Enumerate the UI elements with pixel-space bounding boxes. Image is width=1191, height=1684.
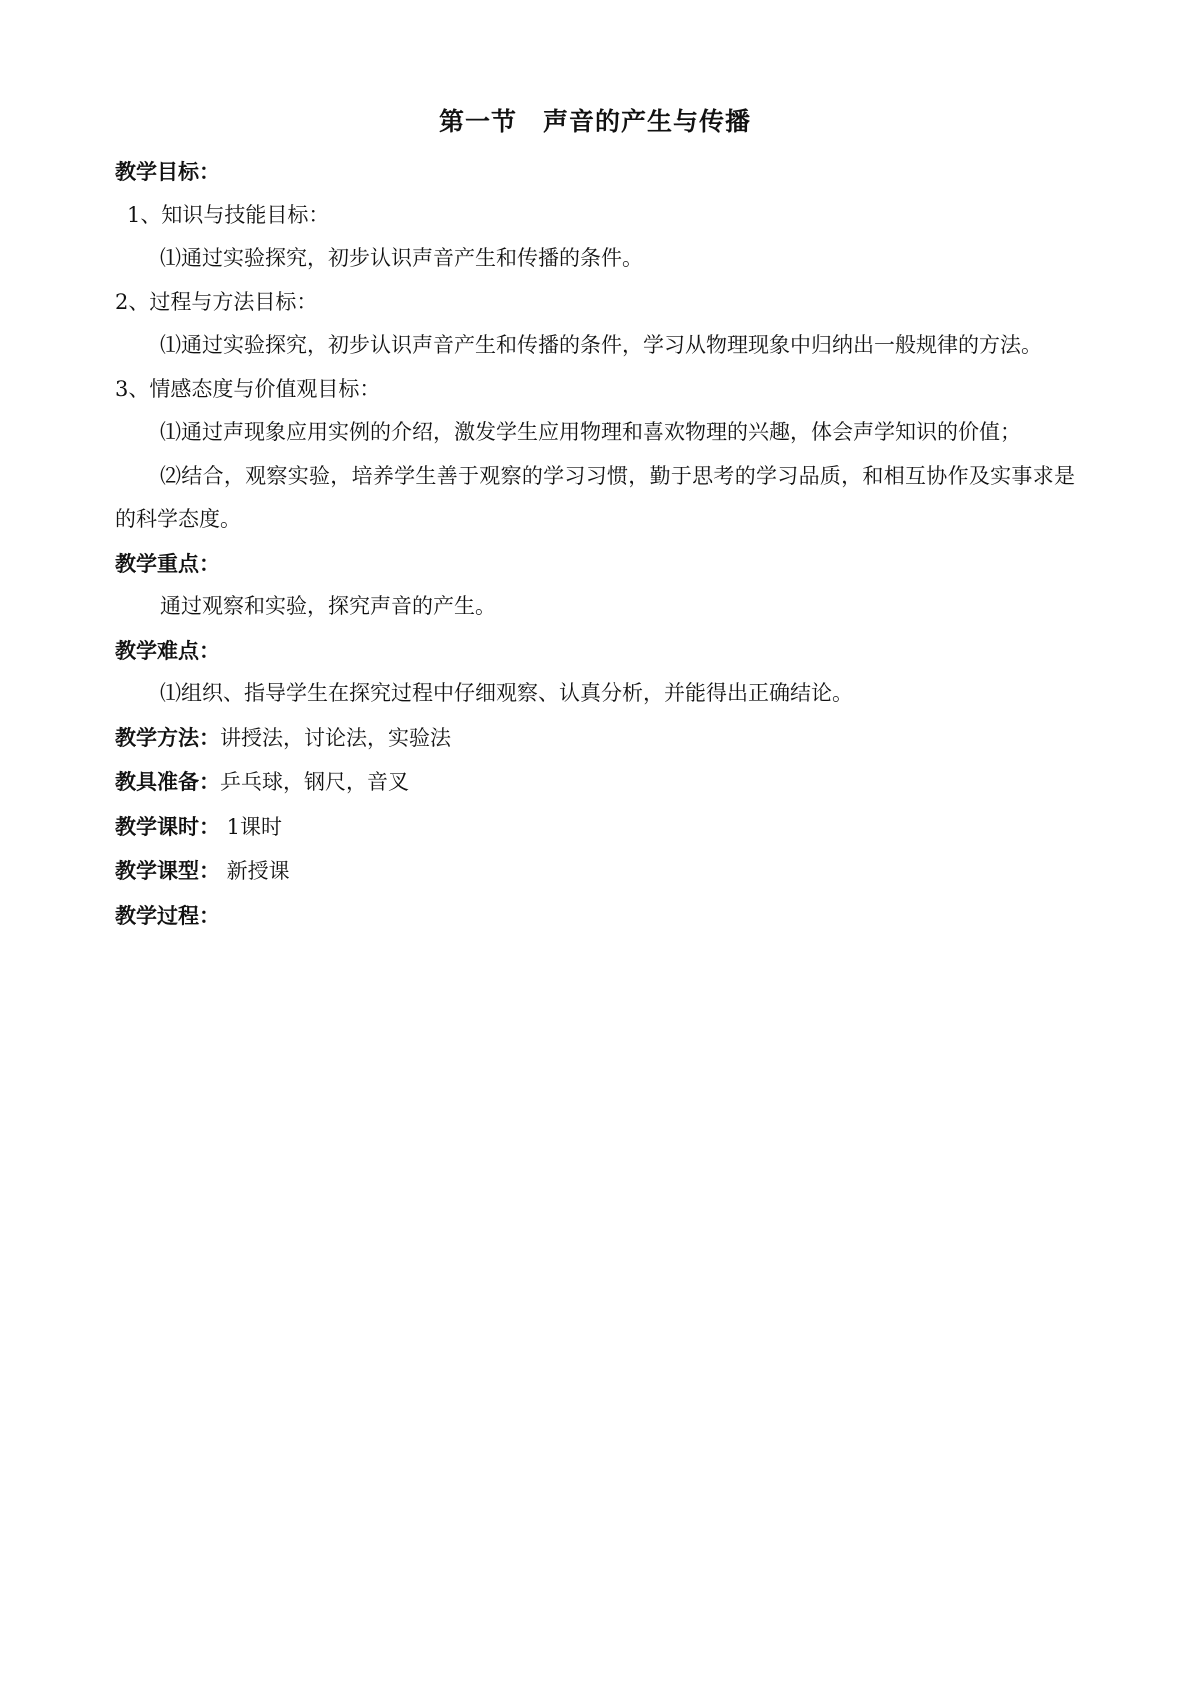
document-title: 第一节 声音的产生与传播 bbox=[438, 107, 751, 136]
periods-label: 教学课时： bbox=[115, 813, 220, 839]
lesson-type-value: 新授课 bbox=[220, 859, 290, 883]
equipment-row bbox=[115, 760, 1075, 805]
lesson-type-row bbox=[115, 849, 1075, 894]
equipment-label: 教具准备： bbox=[115, 769, 220, 794]
key-points-heading: 教学重点： bbox=[115, 550, 220, 576]
method-row bbox=[115, 716, 1075, 761]
knowledge-objective-heading: 1、知识与技能目标： bbox=[127, 202, 330, 227]
emotion-objective-heading: 3、情感态度与价值观目标： bbox=[115, 376, 381, 401]
difficulties-item: ⑴组织、指导学生在探究过程中仔细观察、认真分析，并能得出正确结论。 bbox=[160, 681, 853, 705]
knowledge-objective-item: ⑴通过实验探究，初步认识声音产生和传播的条件。 bbox=[160, 246, 643, 270]
process-objective-item: ⑴通过实验探究，初步认识声音产生和传播的条件，学习从物理现象中归纳出一般规律的方法。 bbox=[160, 333, 1042, 357]
process-objective-heading: 2、过程与方法目标： bbox=[115, 289, 318, 314]
emotion-objective-item-1: ⑴通过声现象应用实例的介绍，激发学生应用物理和喜欢物理的兴趣，体会声学知识的价值； bbox=[160, 420, 1021, 444]
emotion-objective-item-2: ⑵结合，观察实验，培养学生善于观察的学习习惯，勤于思考的学习品质，和相互协作及实事求是的科学态度。 bbox=[115, 463, 1075, 531]
periods-value: 1课时 bbox=[220, 814, 283, 839]
key-points-item: 通过观察和实验，探究声音的产生。 bbox=[160, 594, 496, 618]
method-label: 教学方法： bbox=[115, 724, 220, 750]
document-content bbox=[115, 102, 1075, 937]
method-value: 讲授法，讨论法，实验法 bbox=[220, 725, 451, 750]
procedure-heading: 教学过程： bbox=[115, 902, 220, 928]
objectives-heading: 教学目标： bbox=[115, 159, 220, 184]
equipment-value: 乒乓球，钢尺，音叉 bbox=[220, 770, 409, 794]
difficulties-heading: 教学难点： bbox=[115, 637, 220, 663]
lesson-type-label: 教学课型： bbox=[115, 858, 220, 883]
periods-row bbox=[115, 805, 1075, 850]
